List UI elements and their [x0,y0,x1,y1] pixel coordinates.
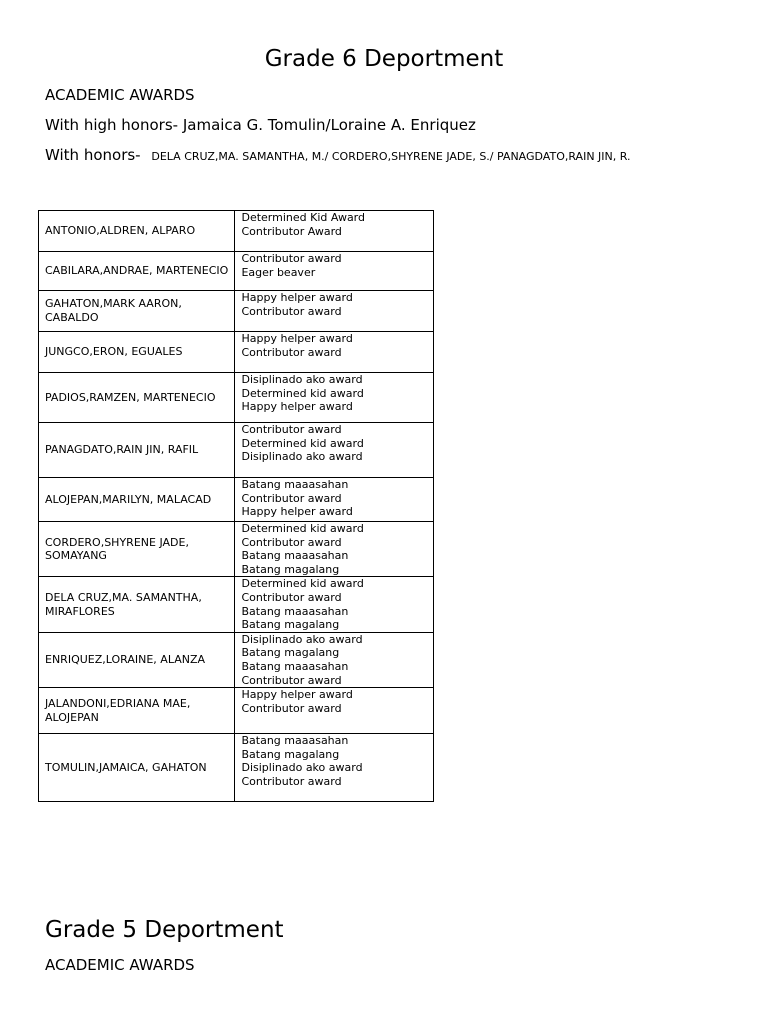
award-item: Batang magalang [241,618,340,632]
student-name-cell: DELA CRUZ,MA. SAMANTHA, MIRAFLORES [39,577,235,632]
award-item: Contributor award [241,423,342,436]
table-row [39,211,434,252]
award-item: Disiplinado ako award [241,632,363,646]
student-name-cell: CORDERO,SHYRENE JADE, SOMAYANG [39,522,235,577]
award-item: Contributor award [241,304,342,318]
grade5-title: Grade 5 Deportment [45,917,284,943]
awards-cell [235,734,434,802]
award-item: Happy helper award [241,400,353,414]
student-name-cell: ALOJEPAN,MARILYN, MALACAD [39,478,235,522]
student-name-cell: PADIOS,RAMZEN, MARTENECIO [39,373,235,423]
award-item: Batang maaasahan [241,659,349,673]
awards-cell [235,291,434,332]
award-item: Contributor Award [241,224,342,238]
high-honors-line [45,116,476,134]
award-item: Contributor award [241,774,342,788]
award-item: Disiplinado ako award [241,373,363,386]
student-name-cell: GAHATON,MARK AARON, CABALDO [39,291,235,332]
award-item: Batang maaasahan [241,549,349,563]
table-row [39,734,434,802]
student-name-cell: ENRIQUEZ,LORAINE, ALANZA [39,632,235,687]
award-item: Contributor award [241,701,342,715]
student-name-cell: PANAGDATO,RAIN JIN, RAFIL [39,423,235,478]
table-row [39,291,434,332]
award-item: Determined Kid Award [241,211,365,224]
award-item: Determined kid award [241,436,364,450]
award-item: Disiplinado ako award [241,761,363,775]
award-item: Happy helper award [241,505,353,519]
award-item: Contributor award [241,673,342,687]
student-name-cell: ANTONIO,ALDREN, ALPARO [39,211,235,252]
awards-cell [235,252,434,291]
award-item: Batang maaasahan [241,604,349,618]
table-row [39,688,434,734]
table-row [39,478,434,522]
awards-cell [235,373,434,423]
awards-cell [235,522,434,577]
award-item: Contributor award [241,590,342,604]
award-item: Contributor award [241,345,342,359]
awards-cell [235,211,434,252]
awards-table-body [39,211,434,802]
award-item: Happy helper award [241,332,353,345]
table-row [39,423,434,478]
award-item: Contributor award [241,535,342,549]
award-item: Eager beaver [241,265,316,279]
awards-cell [235,423,434,478]
awards-cell [235,577,434,632]
grade5-academic-awards-heading: ACADEMIC AWARDS [45,956,195,974]
awards-cell [235,478,434,522]
award-item: Contributor award [241,491,342,505]
table-row [39,522,434,577]
award-item: Determined kid award [241,386,364,400]
table-row [39,632,434,687]
award-item: Contributor award [241,252,342,265]
honors-label: With honors- [45,146,141,164]
student-name-cell: CABILARA,ANDRAE, MARTENECIO [39,252,235,291]
award-item: Batang maaasahan [241,478,349,491]
award-item: Batang magalang [241,747,340,761]
awards-cell [235,688,434,734]
honors-names: DELA CRUZ,MA. SAMANTHA, M./ CORDERO,SHYRENE JADE, S./ PANAGDATO,RAIN JIN, R. [151,150,631,163]
awards-table [38,210,434,802]
student-name-cell: JUNGCO,ERON, EGUALES [39,332,235,373]
grade6-title: Grade 6 Deportment [264,46,504,72]
student-name-cell: TOMULIN,JAMAICA, GAHATON [39,734,235,802]
awards-cell [235,332,434,373]
award-item: Happy helper award [241,291,353,304]
honors-line [45,146,631,166]
student-name-cell: JALANDONI,EDRIANA MAE, ALOJEPAN [39,688,235,734]
table-row [39,577,434,632]
award-item: Determined kid award [241,577,364,591]
grade6-academic-awards-heading: ACADEMIC AWARDS [45,86,195,104]
table-row [39,252,434,291]
high-honors-names: Jamaica G. Tomulin/Loraine A. Enriquez [182,116,476,134]
awards-cell [235,632,434,687]
table-row [39,332,434,373]
award-item: Disiplinado ako award [241,450,363,464]
high-honors-label: With high honors- [45,116,179,134]
award-item: Batang magalang [241,646,340,660]
award-item: Happy helper award [241,688,353,702]
award-item: Determined kid award [241,522,364,535]
award-item: Batang magalang [241,562,340,576]
table-row [39,373,434,423]
award-item: Batang maaasahan [241,734,349,748]
